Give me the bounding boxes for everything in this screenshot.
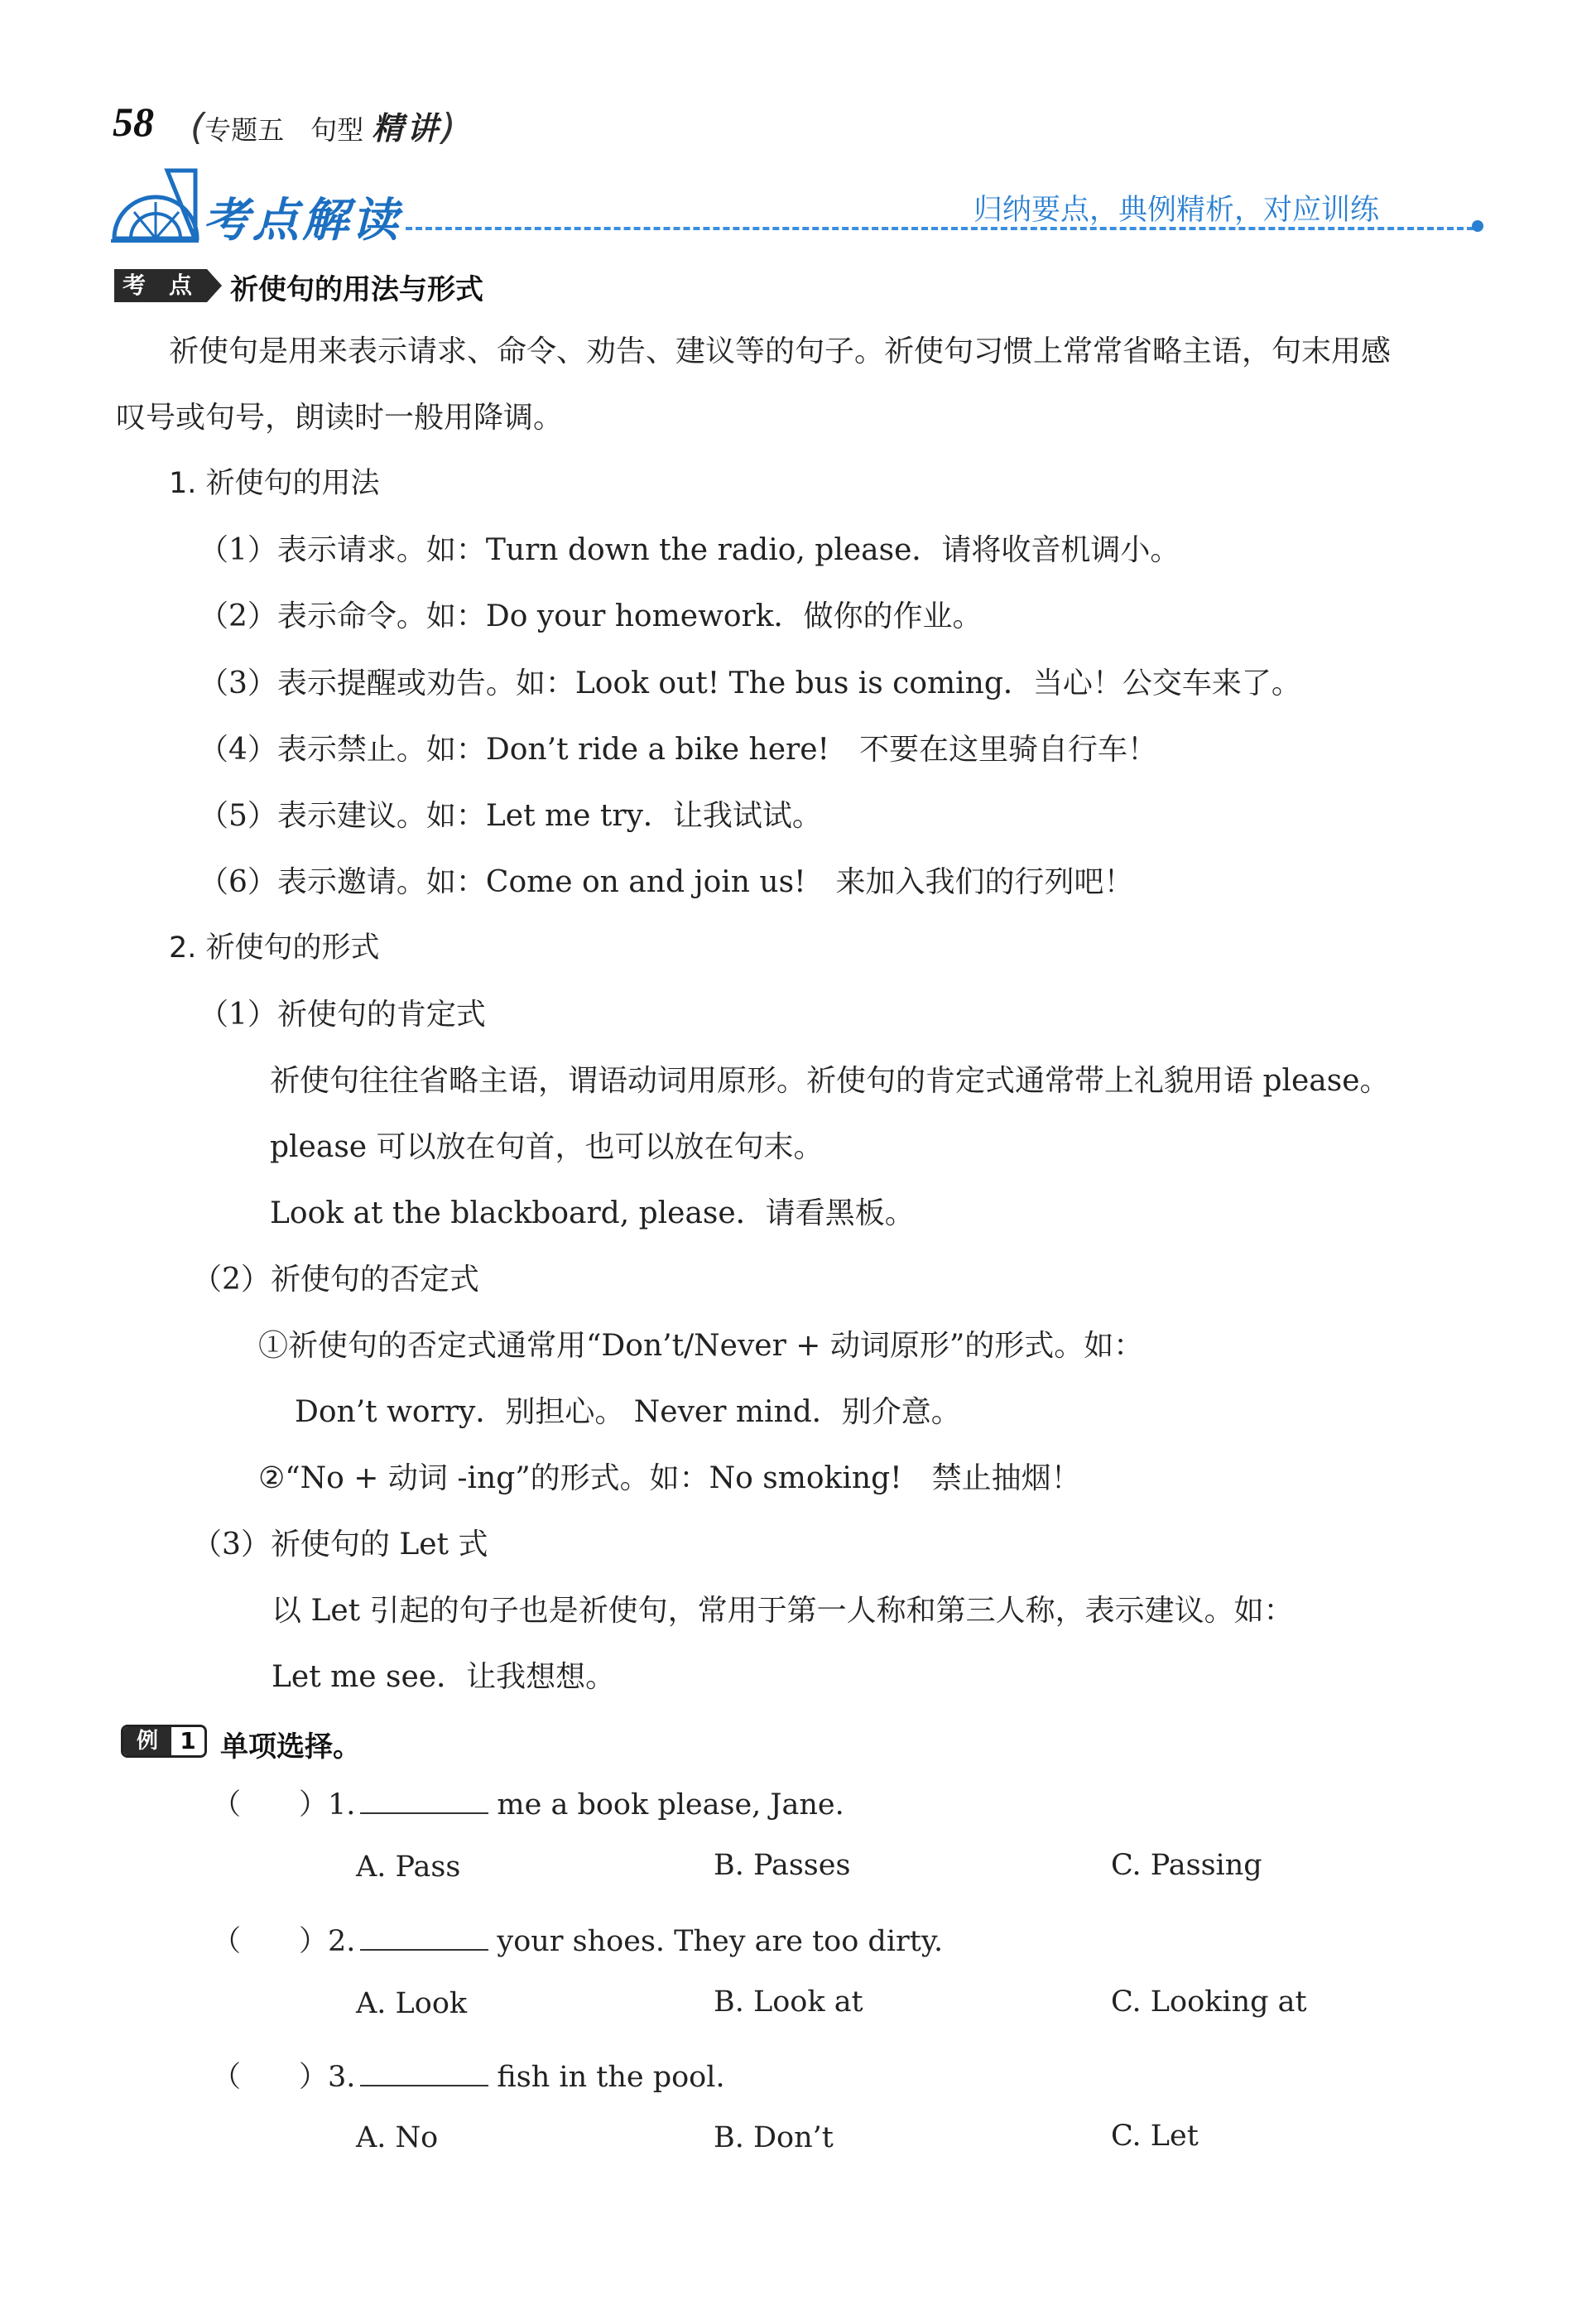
option-c[interactable]: C. Looking at: [1111, 1985, 1307, 2019]
running-head: (专题五 句型 精讲): [190, 106, 456, 148]
forms-heading: 2. 祈使句的形式: [169, 931, 380, 965]
intro-line-1: 祈使句是用来表示请求、命令、劝告、建议等的句子。祈使句习惯上常常省略主语，句末用感: [169, 334, 1392, 368]
option-a[interactable]: A. No: [356, 2121, 439, 2154]
running-head-bold: 精讲: [372, 110, 442, 147]
option-b[interactable]: B. Look at: [714, 1985, 863, 2019]
usage-item-6: （6）表示邀请。如：Come on and join us! 来加入我们的行列吧！: [199, 865, 1134, 899]
positive-line-1: 祈使句往往省略主语，谓语动词用原形。祈使句的肯定式通常带上礼貌用语 please。: [270, 1064, 1390, 1098]
negative-line-2: Don’t worry．别担心。 Never mind．别介意。: [295, 1395, 961, 1429]
question-number: 1.: [328, 1788, 356, 1822]
usage-heading: 1. 祈使句的用法: [169, 467, 380, 500]
page-number: 58: [113, 99, 154, 145]
let-line-2: Let me see．让我想想。: [272, 1660, 616, 1694]
option-c[interactable]: C. Passing: [1111, 1849, 1262, 1882]
option-b[interactable]: B. Passes: [714, 1849, 851, 1882]
answer-blank[interactable]: [360, 1788, 488, 1814]
example-tag-left: 例: [123, 1727, 171, 1755]
question-text: fish in the pool.: [497, 2061, 725, 2094]
running-head-text: 专题五 句型: [204, 114, 364, 146]
option-b[interactable]: B. Don’t: [714, 2121, 834, 2154]
answer-blank[interactable]: [360, 1924, 488, 1951]
answer-bracket[interactable]: （ ）: [212, 2061, 329, 2094]
usage-item-3: （3）表示提醒或劝告。如：Look out! The bus is coming．当心！公交车来了。: [199, 667, 1301, 700]
section-title: 考点解读: [203, 194, 401, 248]
question-3: [212, 2054, 725, 2096]
kaodian-tag-arrow: [207, 269, 222, 302]
question-2: [212, 1918, 943, 1960]
intro-line-2: 叹号或句号，朗读时一般用降调。: [116, 401, 564, 435]
divider-end-dot: [1472, 220, 1483, 232]
let-heading: （3）祈使句的 Let 式: [192, 1528, 488, 1562]
usage-item-5: （5）表示建议。如：Let me try．让我试试。: [199, 799, 822, 833]
question-number: 3.: [328, 2061, 356, 2094]
question-text: me a book please, Jane.: [497, 1788, 844, 1822]
question-number: 2.: [328, 1925, 356, 1958]
positive-heading: （1）祈使句的肯定式: [199, 998, 486, 1032]
usage-item-1: （1）表示请求。如：Turn down the radio, please．请将收音机调小。: [199, 533, 1180, 567]
question-1: [212, 1782, 844, 1823]
kaodian-tag: 考 点: [114, 269, 207, 302]
usage-item-4: （4）表示禁止。如：Don’t ride a bike here! 不要在这里骑自行车！: [199, 733, 1157, 767]
negative-heading: （2）祈使句的否定式: [192, 1263, 479, 1297]
section-subtitle: 归纳要点，典例精析，对应训练: [973, 194, 1380, 227]
option-a[interactable]: A. Look: [356, 1987, 468, 2020]
example-tag-right: 1: [171, 1727, 204, 1755]
let-line-1: 以 Let 引起的句子也是祈使句，常用于第一人称和第三人称，表示建议。如：: [272, 1594, 1294, 1628]
answer-bracket[interactable]: （ ）: [212, 1925, 329, 1958]
option-a[interactable]: A. Pass: [356, 1850, 461, 1884]
kaodian-heading: 祈使句的用法与形式: [230, 273, 483, 306]
negative-line-1: ①祈使句的否定式通常用“Don’t/Never + 动词原形”的形式。如：: [258, 1329, 1144, 1363]
usage-item-2: （2）表示命令。如：Do your homework．做你的作业。: [199, 599, 983, 633]
answer-bracket[interactable]: （ ）: [212, 1788, 329, 1822]
positive-line-3: Look at the blackboard, please．请看黑板。: [270, 1196, 915, 1230]
example-heading: 单项选择。: [220, 1730, 361, 1764]
negative-line-3: ②“No + 动词 -ing”的形式。如：No smoking! 禁止抽烟！: [258, 1461, 1081, 1495]
answer-blank[interactable]: [360, 2060, 488, 2086]
protractor-ruler-icon: [109, 164, 200, 243]
example-tag: [121, 1725, 207, 1758]
option-c[interactable]: C. Let: [1111, 2120, 1199, 2153]
question-text: your shoes. They are too dirty.: [497, 1925, 944, 1958]
positive-line-2: please 可以放在句首，也可以放在句末。: [270, 1130, 824, 1164]
